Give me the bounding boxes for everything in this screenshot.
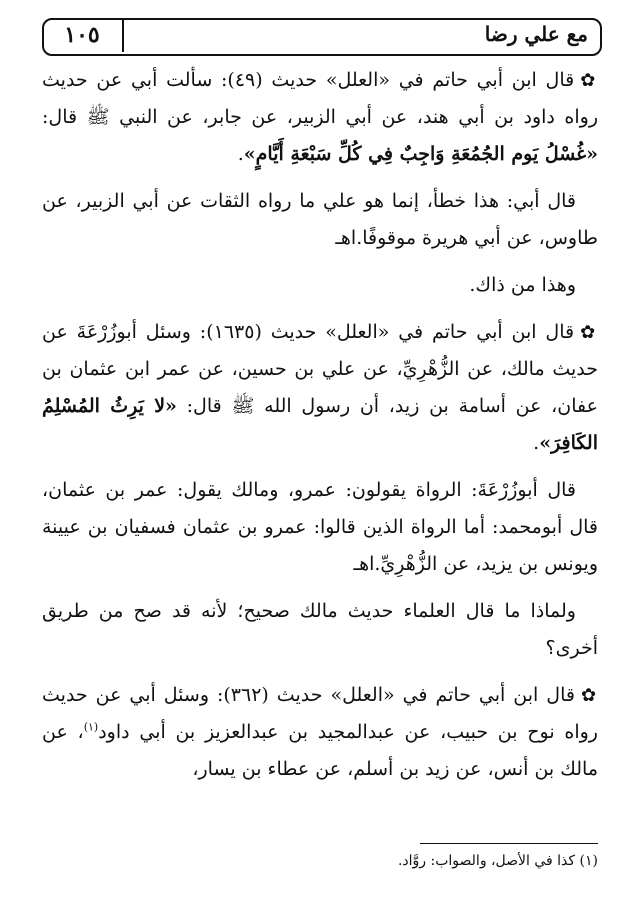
paragraph-2: قال أبي: هذا خطأ، إنما هو علي ما رواه الثقات عن أبي الزبير، عن طاوس، عن أبي هريرة موقوفًا.اهـ: [42, 190, 598, 249]
footnote-divider: [420, 843, 598, 844]
footnote-marker: (١): [579, 853, 598, 869]
page-number: ١٠٥: [42, 18, 124, 52]
paragraph-3: وهذا من ذاك.: [469, 274, 576, 296]
footnote-ref: (١): [83, 720, 99, 734]
flower-icon: ✿: [580, 685, 598, 706]
paragraph-6: ولماذا ما قال العلماء حديث مالك صحيح؛ لأنه قد صح من طريق أخرى؟: [42, 600, 598, 659]
page-body: [42, 62, 598, 798]
footnote-text: كذا في الأصل، والصواب: روَّاد.: [397, 853, 576, 869]
paragraph-1: ✿قال ابن أبي حاتم في «العلل» حديث (٤٩): سألت أبي عن حديث رواه داود بن أبي هند، عن أبي الزبير، عن جابر، عن النبي ﷺ قال: «غُسْلُ يَوم الجُمُعَةِ وَاجِبٌ فِي كُلِّ سَبْعَةِ أَيَّامٍ».: [42, 69, 598, 165]
flower-icon: ✿: [580, 70, 598, 91]
hadith-quote: «غُسْلُ يَوم الجُمُعَةِ وَاجِبٌ فِي كُلِّ سَبْعَةِ أَيَّامٍ»: [243, 143, 598, 165]
hadith-quote: «لا يَرِثُ المُسْلِمُ الكَافِرَ»: [42, 395, 598, 454]
paragraph-4: ✿قال ابن أبي حاتم في «العلل» حديث (١٦٣٥): وسئل أبوزُرْعَةَ عن حديث مالك، عن الزُّهْرِيِّ، عن علي بن حسين، عن عمر ابن عثمان بن عفان، عن أسامة بن زيد، أن رسول الله ﷺ قال: «لا يَرِثُ المُسْلِمُ الكَافِرَ».: [42, 321, 598, 454]
page-title: مع علي رضا: [484, 22, 588, 46]
footnote: [42, 853, 598, 869]
flower-icon: ✿: [580, 322, 598, 343]
paragraph-5: قال أبوزُرْعَةَ: الرواة يقولون: عمرو، ومالك يقول: عمر بن عثمان، قال أبومحمد: أما الرواة الذين قالوا: عمرو بن عثمان فسفيان بن عيينة ويونس بن يزيد، عن الزُّهْرِيِّ.اهـ: [42, 479, 598, 575]
paragraph-7: ✿قال ابن أبي حاتم في «العلل» حديث (٣٦٢): وسئل أبي عن حديث رواه نوح بن حبيب، عن عبدالمجيد بن عبدالعزيز بن أبي داود$^{(١)}$، عن مالك بن أنس، عن زيد بن أسلم، عن عطاء بن يسار،: [42, 684, 598, 780]
